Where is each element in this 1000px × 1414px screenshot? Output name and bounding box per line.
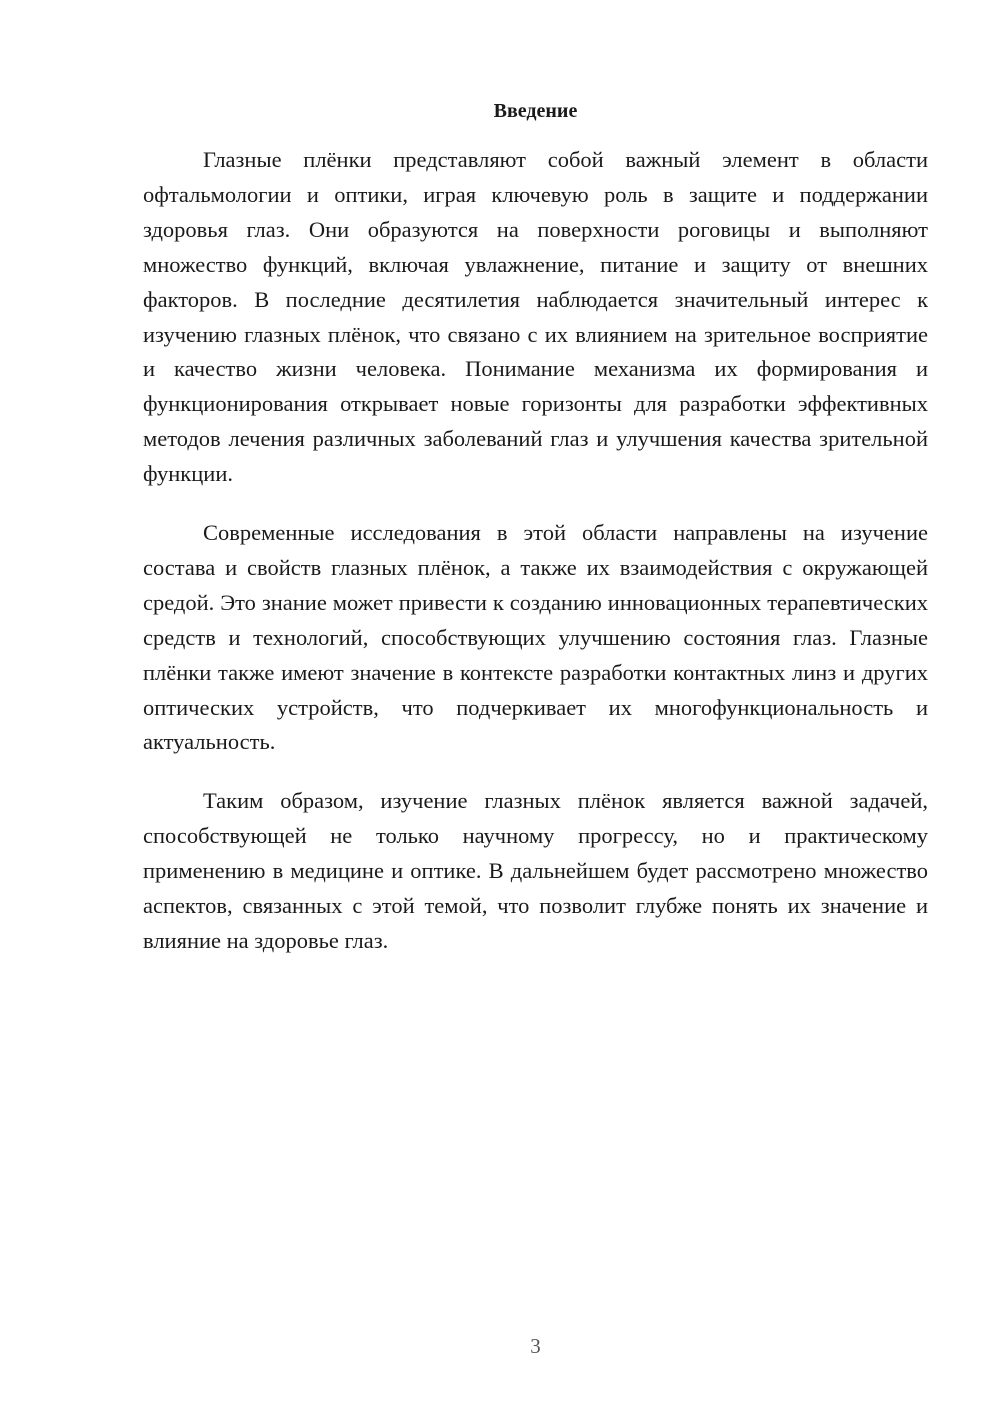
page-number: 3 <box>530 1334 541 1358</box>
paragraph-1: Глазные плёнки представляют собой важный элемент в области офтальмологии и оптики, играя ключевую роль в защите и поддержании здоровья глаз. Они образуются на поверхности роговицы и выполняют множество функций, включая увлажнение, питание и защиту от внешних факторов. В последние десятилетия наблюдается значительный интерес к изучению глазных плёнок, что связано с их влиянием на зрительное восприятие и качество жизни человека. Понимание механизма их формирования и функционирования открывает новые горизонты для разработки эффективных методов лечения различных заболеваний глаз и улучшения качества зрительной функции. <box>143 147 928 487</box>
paragraph-3: Таким образом, изучение глазных плёнок является важной задачей, способствующей не только научному прогрессу, но и практическому применению в медицине и оптике. В дальнейшем будет рассмотрено множество аспектов, связанных с этой темой, что позволит глубже понять их значение и влияние на здоровье глаз. <box>143 788 928 953</box>
section-title: Введение <box>493 100 578 122</box>
paragraph-2: Современные исследования в этой области направлены на изучение состава и свойств глазных плёнок, а также их взаимодействия с окружающей средой. Это знание может привести к созданию инновационных терапевтических средств и технологий, способствующих улучшению состояния глаз. Глазные плёнки также имеют значение в контексте разработки контактных линз и других оптических устройств, что подчеркивает их многофункциональность и актуальность. <box>143 520 928 755</box>
